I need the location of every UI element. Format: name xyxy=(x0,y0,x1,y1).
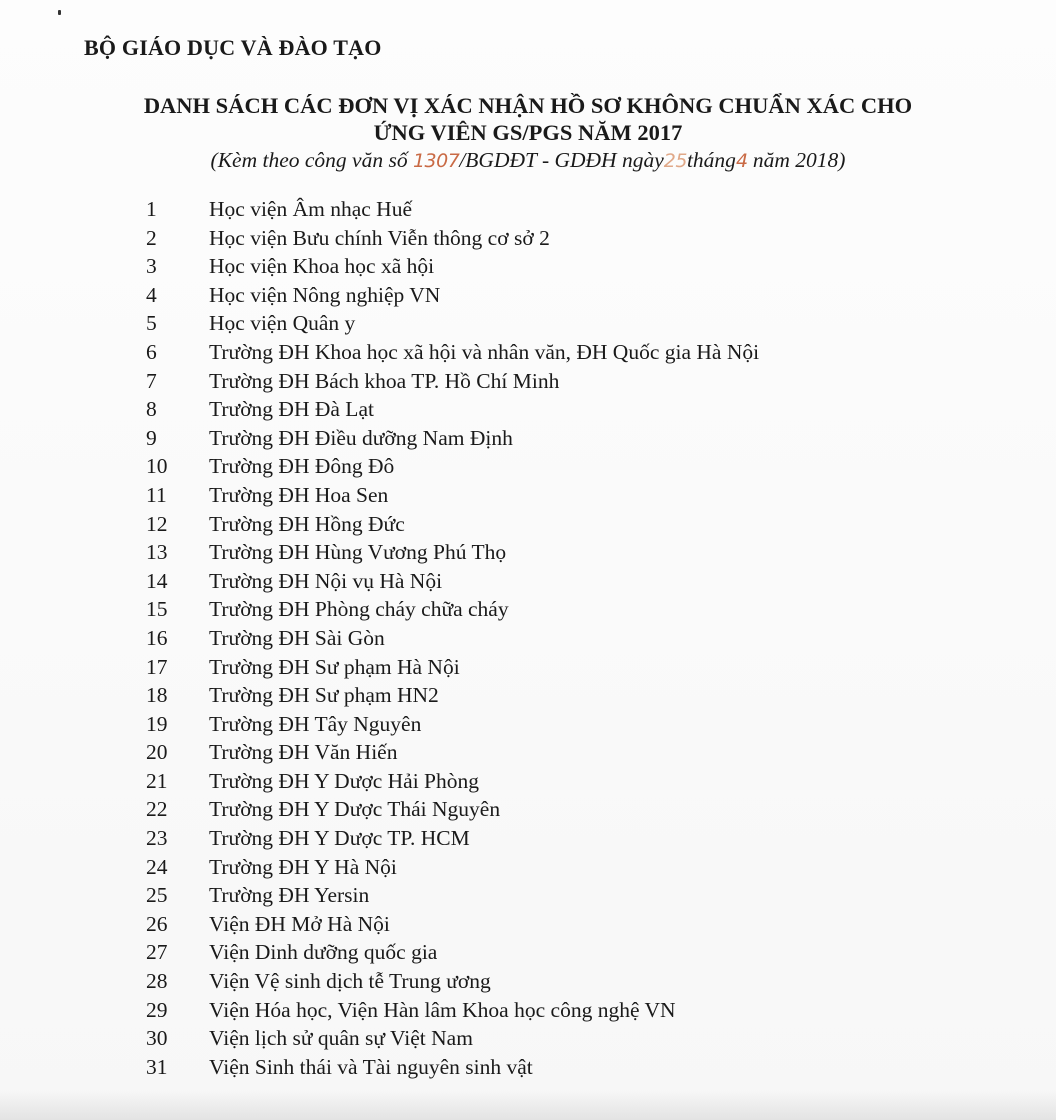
list-item-name: Trường ĐH Sài Gòn xyxy=(209,625,385,650)
list-item-number: 25 xyxy=(146,883,168,908)
list-item xyxy=(0,512,1056,541)
list-item-number: 14 xyxy=(146,568,168,593)
list-item-name: Học viện Quân y xyxy=(209,311,356,336)
subtitle-text-2: /BGDĐT - GDĐH ngày xyxy=(459,148,664,172)
list-item-name: Trường ĐH Tây Nguyên xyxy=(209,711,422,736)
document-subtitle xyxy=(60,148,996,173)
list-item xyxy=(0,998,1056,1027)
list-item-number: 18 xyxy=(146,683,168,708)
list-item-number: 21 xyxy=(146,768,168,793)
list-item-number: 13 xyxy=(146,540,168,565)
list-item xyxy=(0,769,1056,798)
list-item-name: Trường ĐH Sư phạm HN2 xyxy=(209,683,439,708)
list-item-name: Viện ĐH Mở Hà Nội xyxy=(209,911,390,936)
list-item-number: 16 xyxy=(146,625,168,650)
list-item-name: Trường ĐH Điều dưỡng Nam Định xyxy=(209,425,513,450)
handwritten-day: 25 xyxy=(663,150,687,172)
list-item xyxy=(0,1026,1056,1055)
list-item-number: 19 xyxy=(146,711,168,736)
list-item xyxy=(0,969,1056,998)
list-item-number: 3 xyxy=(146,254,157,279)
list-item-number: 29 xyxy=(146,997,168,1022)
list-item xyxy=(0,940,1056,969)
ministry-name: BỘ GIÁO DỤC VÀ ĐÀO TẠO xyxy=(84,35,382,60)
document-title-line-1: DANH SÁCH CÁC ĐƠN VỊ XÁC NHẬN HỒ SƠ KHÔNG CHUẨN XÁC CHO xyxy=(143,93,913,118)
list-item xyxy=(0,883,1056,912)
subtitle-text-4: năm 2018) xyxy=(747,148,846,172)
list-item-name: Học viện Bưu chính Viễn thông cơ sở 2 xyxy=(209,225,550,250)
list-item xyxy=(0,740,1056,769)
handwritten-month: 4 xyxy=(735,150,748,172)
list-item-number: 17 xyxy=(146,654,168,679)
list-item-number: 5 xyxy=(146,311,157,336)
list-item-number: 15 xyxy=(146,597,168,622)
list-item-name: Trường ĐH Nội vụ Hà Nội xyxy=(209,568,443,593)
list-item-name: Học viện Khoa học xã hội xyxy=(209,254,435,279)
list-item-number: 10 xyxy=(146,454,168,479)
list-item-number: 8 xyxy=(146,397,157,422)
list-item xyxy=(0,426,1056,455)
list-item xyxy=(0,254,1056,283)
list-item-name: Trường ĐH Y Dược Hải Phòng xyxy=(209,768,480,793)
list-item xyxy=(0,311,1056,340)
list-item-name: Viện Hóa học, Viện Hàn lâm Khoa học công nghệ VN xyxy=(209,997,676,1022)
list-item-name: Trường ĐH Hồng Đức xyxy=(209,511,405,536)
list-item xyxy=(0,597,1056,626)
list-item-number: 28 xyxy=(146,969,168,994)
list-item xyxy=(0,626,1056,655)
list-item-name: Trường ĐH Phòng cháy chữa cháy xyxy=(209,597,509,622)
list-item-number: 7 xyxy=(146,368,157,393)
list-item-name: Trường ĐH Hoa Sen xyxy=(209,482,389,507)
list-item xyxy=(0,369,1056,398)
document-title-line-2: ỨNG VIÊN GS/PGS NĂM 2017 xyxy=(373,120,683,145)
list-item-number: 2 xyxy=(146,225,157,250)
list-item-name: Học viện Nông nghiệp VN xyxy=(209,282,441,307)
list-item-name: Viện Sinh thái và Tài nguyên sinh vật xyxy=(209,1054,533,1079)
list-item-name: Trường ĐH Hùng Vương Phú Thọ xyxy=(209,540,507,565)
list-item-name: Trường ĐH Đông Đô xyxy=(209,454,395,479)
list-item xyxy=(0,197,1056,226)
unit-list xyxy=(0,197,1056,1083)
list-item xyxy=(0,454,1056,483)
list-item-name: Trường ĐH Y Dược TP. HCM xyxy=(209,826,470,851)
list-item xyxy=(0,855,1056,884)
list-item-number: 9 xyxy=(146,425,157,450)
list-item xyxy=(0,540,1056,569)
list-item xyxy=(0,569,1056,598)
list-item xyxy=(0,826,1056,855)
list-item-number: 27 xyxy=(146,940,168,965)
scan-speck xyxy=(58,10,61,15)
list-item-number: 31 xyxy=(146,1054,168,1079)
list-item xyxy=(0,226,1056,255)
scan-bottom-shade xyxy=(0,1090,1056,1120)
list-item xyxy=(0,683,1056,712)
list-item-number: 12 xyxy=(146,511,168,536)
list-item-name: Trường ĐH Bách khoa TP. Hồ Chí Minh xyxy=(209,368,560,393)
list-item xyxy=(0,912,1056,941)
list-item-number: 1 xyxy=(146,197,157,221)
list-item-number: 4 xyxy=(146,282,157,307)
list-item xyxy=(0,483,1056,512)
list-item-number: 30 xyxy=(146,1026,168,1051)
list-item-number: 23 xyxy=(146,826,168,851)
subtitle-text-1: (Kèm theo công văn số xyxy=(210,148,413,172)
list-item-name: Trường ĐH Sư phạm Hà Nội xyxy=(209,654,460,679)
list-item xyxy=(0,655,1056,684)
subtitle-text-3: tháng xyxy=(686,148,736,172)
list-item-name: Trường ĐH Yersin xyxy=(209,883,370,908)
list-item-number: 6 xyxy=(146,339,157,364)
list-item-number: 24 xyxy=(146,854,168,879)
list-item-name: Trường ĐH Y Dược Thái Nguyên xyxy=(209,797,501,822)
list-item xyxy=(0,712,1056,741)
list-item-number: 20 xyxy=(146,740,168,765)
list-item-number: 22 xyxy=(146,797,168,822)
list-item xyxy=(0,340,1056,369)
list-item-name: Trường ĐH Khoa học xã hội và nhân văn, ĐH Quốc gia Hà Nội xyxy=(209,339,760,364)
list-item-name: Trường ĐH Đà Lạt xyxy=(209,397,374,422)
list-item-name: Trường ĐH Y Hà Nội xyxy=(209,854,397,879)
list-item xyxy=(0,283,1056,312)
list-item-name: Trường ĐH Văn Hiến xyxy=(209,740,398,765)
list-item-number: 26 xyxy=(146,911,168,936)
list-item-name: Học viện Âm nhạc Huế xyxy=(209,197,412,221)
list-item-name: Viện Vệ sinh dịch tễ Trung ương xyxy=(209,969,491,994)
list-item-name: Viện lịch sử quân sự Việt Nam xyxy=(209,1026,473,1051)
list-item xyxy=(0,397,1056,426)
list-item-name: Viện Dinh dưỡng quốc gia xyxy=(209,940,438,965)
list-item xyxy=(0,1055,1056,1084)
handwritten-doc-number: 1307 xyxy=(412,150,460,172)
list-item xyxy=(0,797,1056,826)
list-item-number: 11 xyxy=(146,482,167,507)
